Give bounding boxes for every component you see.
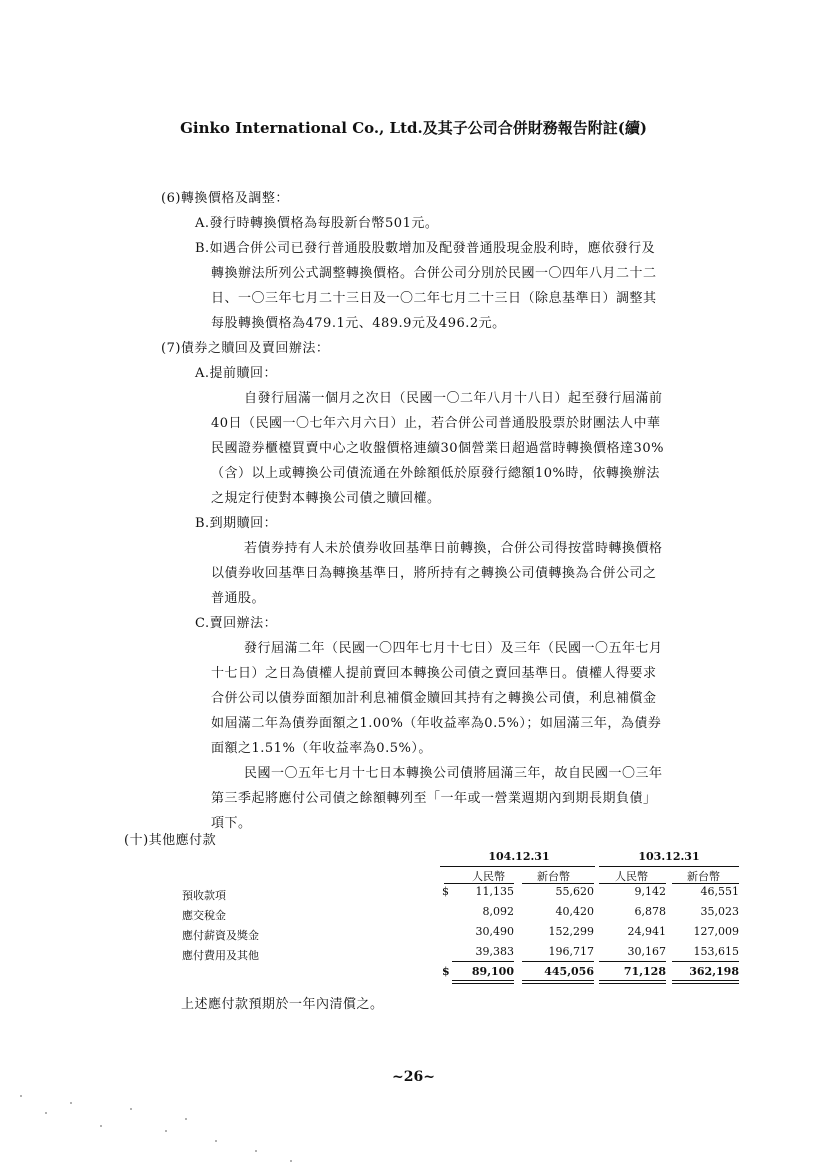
paragraph-line: 合併公司以債券面額加計利息補償金贖回其持有之轉換公司債，利息補償金	[211, 691, 657, 706]
table-cell: 30,490	[475, 925, 514, 938]
subtotal-underline	[522, 961, 594, 962]
currency-underline	[444, 883, 514, 884]
scan-speck	[215, 1140, 217, 1142]
paragraph-line: 第三季起將應付公司債之餘額轉列至「一年或一營業週期內到期長期負債」	[211, 791, 657, 806]
table-cell: 153,615	[693, 945, 739, 958]
total-double-underline	[452, 980, 514, 981]
table-cell: 152,299	[548, 925, 594, 938]
table-cell: 127,009	[693, 925, 739, 938]
table-cell: 196,717	[548, 945, 594, 958]
total-cell: 445,056	[544, 965, 594, 978]
section-7-heading: (7)債券之贖回及賣回辦法：	[161, 341, 330, 356]
table-cell: 24,941	[627, 925, 666, 938]
currency-symbol: $	[442, 965, 450, 978]
footer-note: 上述應付款預期於一年內清償之。	[181, 997, 384, 1012]
scan-speck	[130, 1108, 132, 1110]
paragraph-line: 面額之1.51%（年收益率為0.5%）。	[211, 741, 432, 756]
table-cell: 6,878	[634, 905, 666, 918]
currency-underline	[599, 883, 666, 884]
scan-speck	[165, 1130, 167, 1132]
paragraph-line: 十七日）之日為債權人提前賣回本轉換公司債之賣回基準日。債權人得要求	[211, 666, 657, 681]
subsection-heading: B.到期贖回：	[195, 516, 278, 531]
currency-header: 人民幣	[472, 870, 505, 883]
table-cell: 35,023	[700, 905, 739, 918]
total-double-underline	[672, 980, 739, 981]
year-header-104: 104.12.31	[488, 850, 550, 863]
total-cell: 71,128	[623, 965, 666, 978]
total-double-underline	[672, 983, 739, 984]
total-double-underline	[599, 983, 666, 984]
table-cell: 46,551	[700, 885, 739, 898]
page-number: ~26~	[392, 1069, 435, 1085]
subtotal-underline	[672, 961, 739, 962]
paragraph-line: B.如遇合併公司已發行普通股股數增加及配發普通股現金股利時，應依發行及	[195, 241, 656, 256]
currency-symbol: $	[442, 885, 449, 898]
subtotal-underline	[599, 961, 666, 962]
paragraph-line: 轉換辦法所列公式調整轉換價格。合併公司分別於民國一〇四年八月二十二	[211, 266, 657, 281]
scan-speck	[185, 1118, 187, 1120]
paragraph-line: 40日（民國一〇七年六月六日）止，若合併公司普通股股票於財團法人中華	[211, 416, 661, 431]
currency-header: 新台幣	[537, 870, 570, 883]
table-cell: 55,620	[555, 885, 594, 898]
table-cell: 40,420	[555, 905, 594, 918]
row-label: 應付薪資及獎金	[182, 929, 259, 942]
paragraph-line: 自發行屆滿一個月之次日（民國一〇二年八月十八日）起至發行屆滿前	[244, 391, 663, 406]
table-cell: 9,142	[634, 885, 666, 898]
scan-speck	[255, 1150, 257, 1152]
subtotal-underline	[452, 961, 514, 962]
scan-speck	[290, 1160, 292, 1162]
paragraph-line: 項下。	[211, 816, 252, 831]
paragraph-line: 之規定行使對本轉換公司債之贖回權。	[211, 491, 441, 506]
section-6-heading: (6)轉換價格及調整：	[161, 191, 289, 206]
header-underline	[440, 866, 595, 867]
paragraph-line: 若債券持有人未於債券收回基準日前轉換，合併公司得按當時轉換價格	[244, 541, 663, 556]
paragraph-line: 日、一〇三年七月二十三日及一〇二年七月二十三日（除息基準日）調整其	[211, 291, 657, 306]
page-title: Ginko International Co., Ltd.及其子公司合併財務報告附註(續)	[180, 119, 647, 137]
paragraph-line: （含）以上或轉換公司債流通在外餘額低於原發行總額10%時，依轉換辦法	[211, 466, 660, 481]
subsection-heading: A.提前贖回：	[195, 366, 278, 381]
table-cell: 39,383	[475, 945, 514, 958]
table-cell: 30,167	[627, 945, 666, 958]
row-label: 應交稅金	[182, 909, 226, 922]
currency-header: 人民幣	[615, 870, 648, 883]
total-double-underline	[522, 983, 594, 984]
total-cell: 89,100	[471, 965, 514, 978]
scan-speck	[20, 1095, 22, 1097]
section-10-heading: (十)其他應付款	[124, 833, 217, 848]
subsection-heading: C.賣回辦法：	[195, 616, 278, 631]
paragraph-line: 普通股。	[211, 591, 266, 606]
table-cell: 11,135	[475, 885, 514, 898]
paragraph-line: 以債券收回基準日為轉換基準日，將所持有之轉換公司債轉換為合併公司之	[211, 566, 657, 581]
row-label: 預收款項	[182, 889, 226, 902]
paragraph-line: 如屆滿二年為債券面額之1.00%（年收益率為0.5%）；如屆滿三年，為債券	[211, 716, 662, 731]
currency-header: 新台幣	[687, 870, 720, 883]
total-double-underline	[599, 980, 666, 981]
table-cell: 8,092	[482, 905, 514, 918]
year-header-103: 103.12.31	[638, 850, 700, 863]
total-double-underline	[452, 983, 514, 984]
paragraph-line: 民國一〇五年七月十七日本轉換公司債將屆滿三年，故自民國一〇三年	[244, 766, 663, 781]
row-label: 應付費用及其他	[182, 949, 259, 962]
currency-underline	[672, 883, 739, 884]
scan-speck	[100, 1125, 102, 1127]
paragraph-line: 每股轉換價格為479.1元、489.9元及496.2元。	[211, 316, 506, 331]
paragraph-line: 民國證券櫃檯買賣中心之收盤價格連續30個營業日超過當時轉換價格達30%	[211, 441, 664, 456]
total-double-underline	[522, 980, 594, 981]
scan-speck	[70, 1102, 72, 1104]
currency-underline	[522, 883, 594, 884]
header-underline	[599, 866, 739, 867]
paragraph-line: A.發行時轉換價格為每股新台幣501元。	[195, 216, 439, 231]
scan-speck	[45, 1112, 47, 1114]
total-cell: 362,198	[689, 965, 739, 978]
paragraph-line: 發行屆滿二年（民國一〇四年七月十七日）及三年（民國一〇五年七月	[244, 641, 663, 656]
